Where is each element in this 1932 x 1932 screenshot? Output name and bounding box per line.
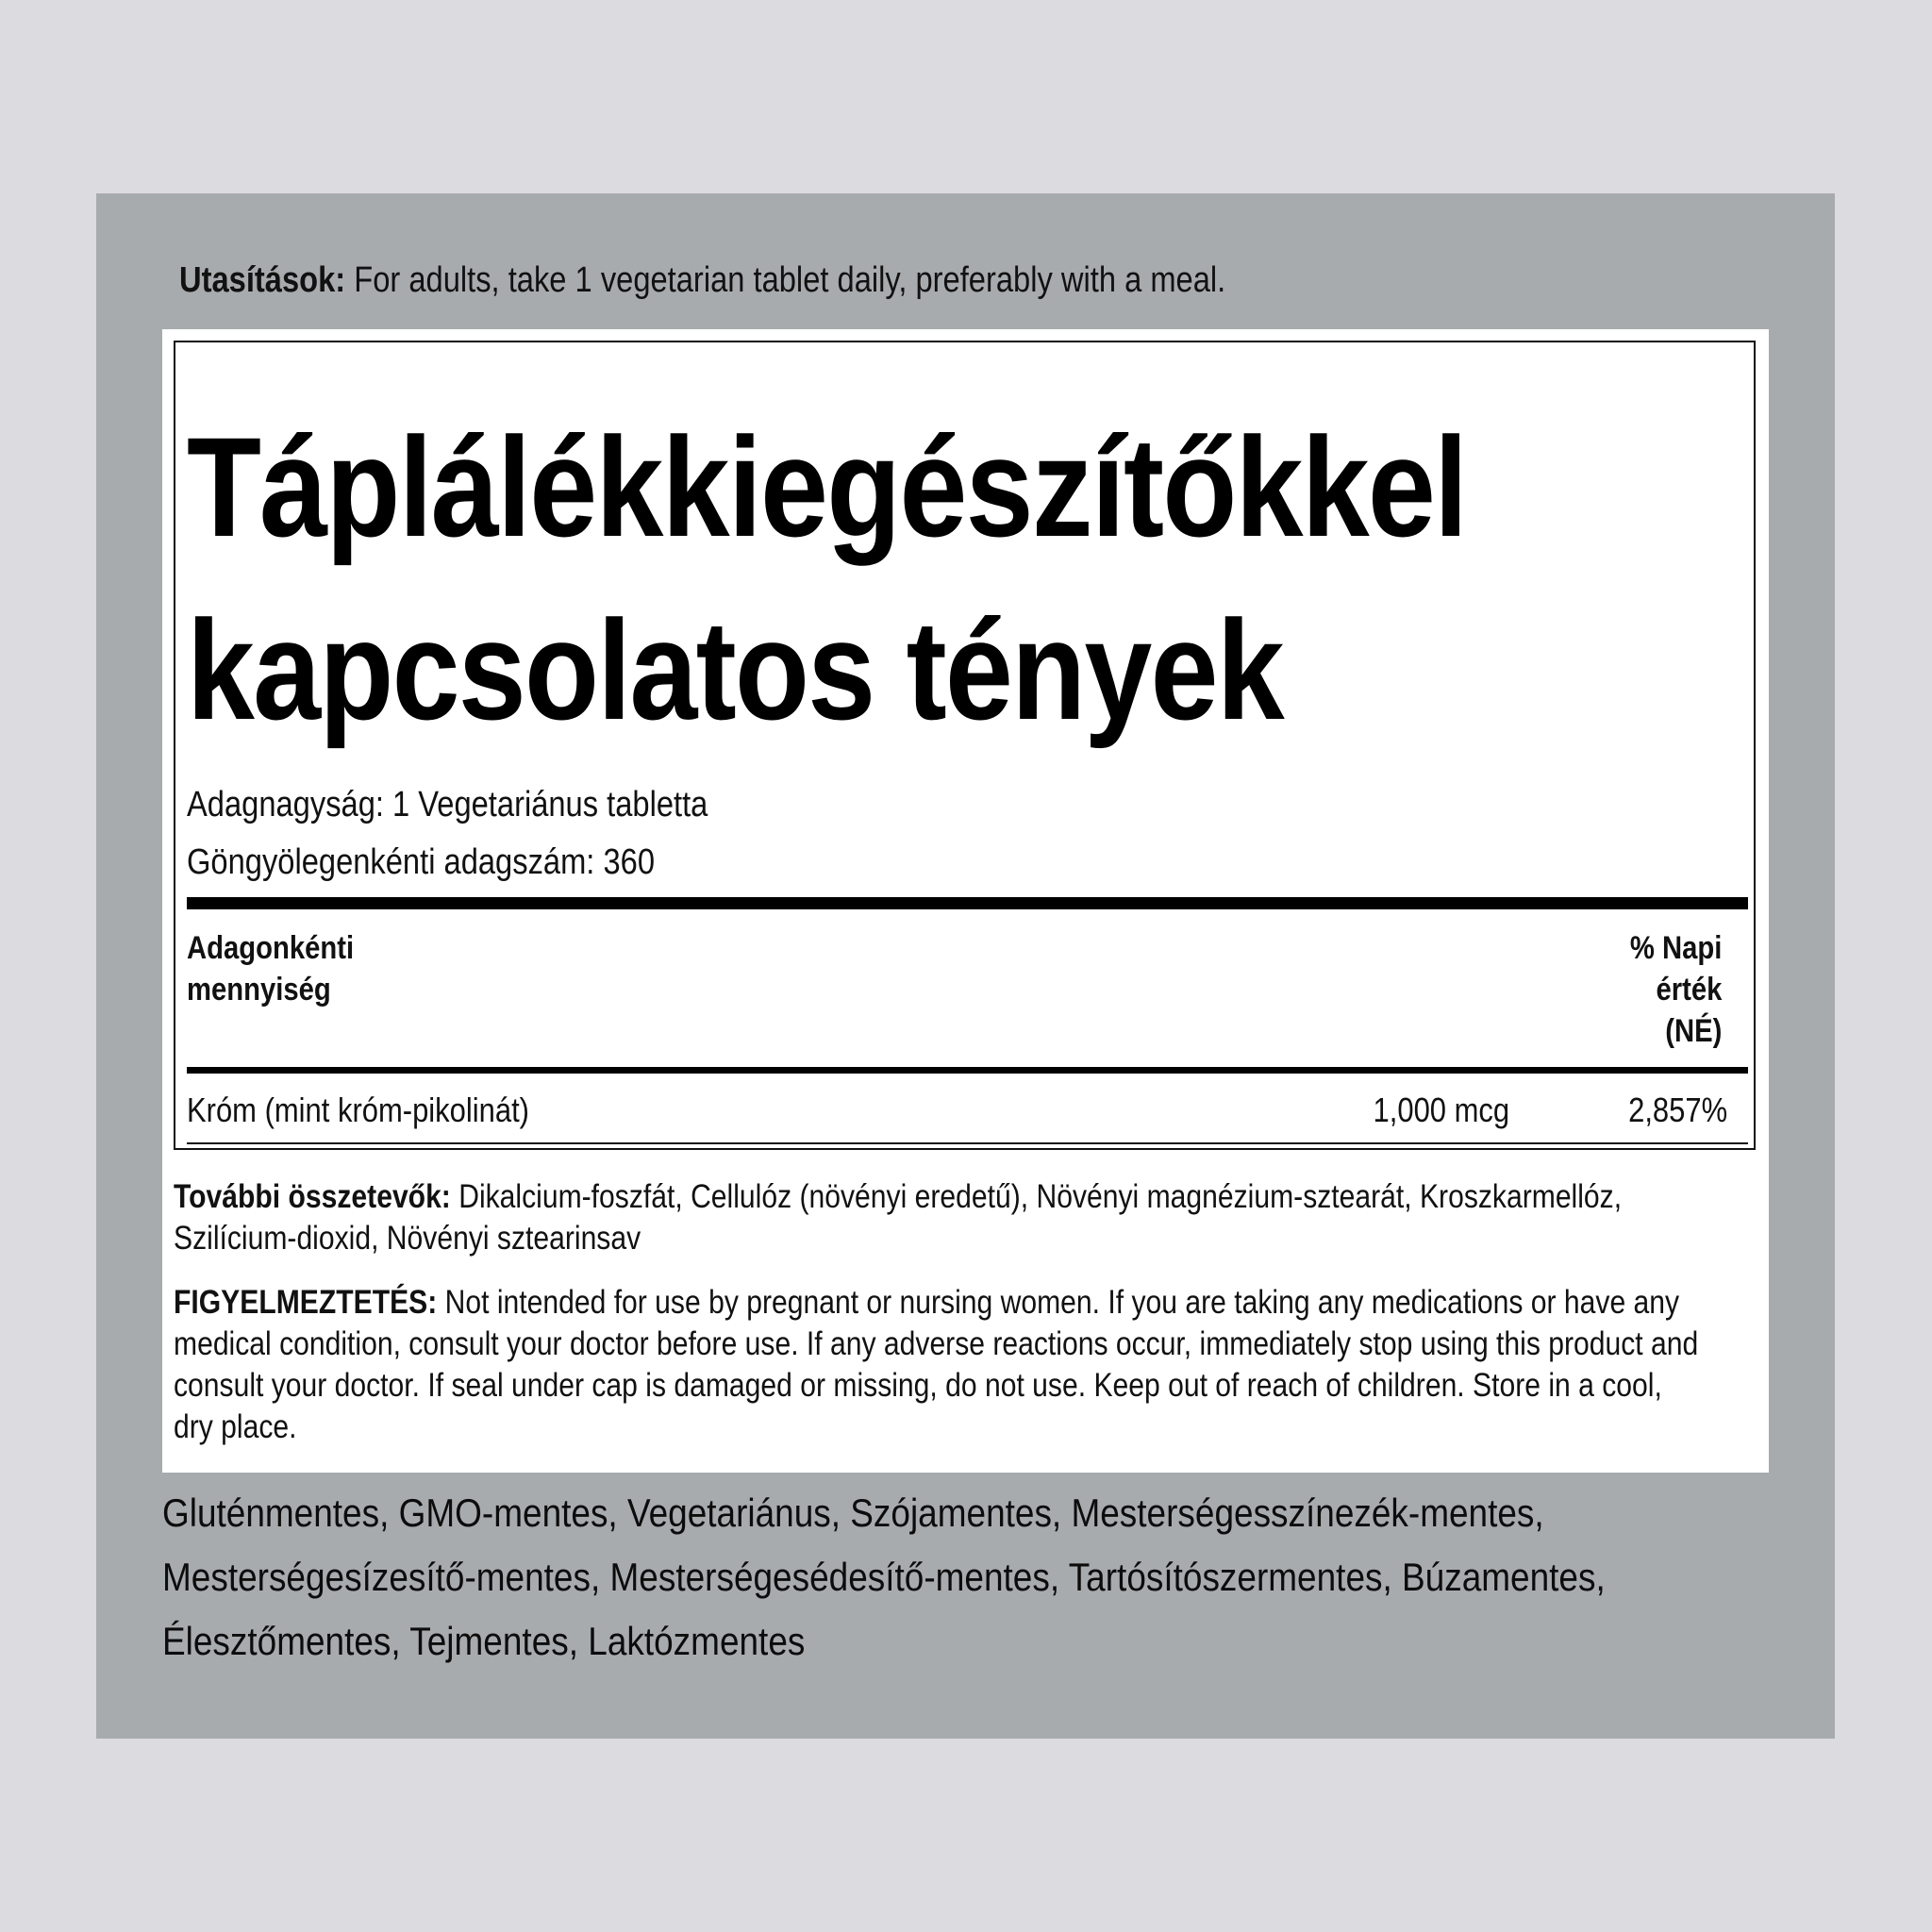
supplement-facts-box <box>174 341 1756 1150</box>
nutrient-daily-value: 2,857% <box>1627 1091 1727 1129</box>
other-ingredients <box>174 1176 1658 1259</box>
title-line-1: Táplálékkiegészítőkkel <box>187 408 1467 566</box>
other-ingredients-label: További összetevők: <box>174 1178 451 1215</box>
warning <box>174 1282 1699 1448</box>
free-from-claims: Gluténmentes, GMO-mentes, Vegetariánus, Szójamentes, Mesterségesszínezék-mentes, Mesterségesízesítő-mentes, Mesterségesédesítő-mentes, Tartósítószermentes, Búzamentes, Élesztőmentes, Tejmentes, Laktózmentes <box>162 1491 1606 1663</box>
dv-header-line-3: (NÉ) <box>1664 1013 1722 1049</box>
serving-size: Adagnagyság: 1 Vegetariánus tabletta <box>187 785 708 824</box>
daily-value-header <box>1630 927 1722 1052</box>
thick-divider <box>187 897 1748 909</box>
amount-per-serving-header <box>187 927 354 1010</box>
thin-divider <box>187 1142 1748 1144</box>
medium-divider <box>187 1067 1748 1074</box>
other-ingredients-text: Dikalcium-foszfát, Cellulóz (növényi eredetű), Növényi magnézium-sztearát, Kroszkarmellóz, Szilícium-dioxid, Növényi sztearinsav <box>174 1178 1623 1257</box>
serving-info <box>187 776 708 891</box>
nutrient-row <box>187 1088 1727 1133</box>
nutrient-amount: 1,000 mcg <box>1373 1091 1509 1129</box>
supplement-facts-title <box>187 395 1466 761</box>
servings-per-container: Göngyölegenkénti adagszám: 360 <box>187 842 656 882</box>
directions-text: For adults, take 1 vegetarian tablet daily, preferably with a meal. <box>345 260 1226 300</box>
directions-label: Utasítások: <box>179 260 346 300</box>
amount-header-line-1: Adagonkénti <box>187 930 355 966</box>
amount-header-line-2: mennyiség <box>187 972 331 1008</box>
dv-header-line-1: % Napi <box>1629 930 1722 966</box>
supplement-label-panel <box>96 193 1835 1739</box>
dv-header-line-2: érték <box>1656 972 1722 1008</box>
label-card <box>162 329 1769 1473</box>
nutrient-name: Króm (mint króm-pikolinát) <box>187 1091 529 1129</box>
directions <box>179 258 1225 303</box>
title-line-2: kapcsolatos tények <box>187 591 1283 749</box>
warning-label: FIGYELMEZTETÉS: <box>174 1284 438 1321</box>
warning-text: Not intended for use by pregnant or nursing women. If you are taking any medications or have any medical condition, consult your doctor before use. If any adverse reactions occur, immediately stop using this product and consult your doctor. If seal under cap is damaged or missing, do not use. Keep out of reach of children. Store in a cool, dry place. <box>174 1284 1699 1445</box>
